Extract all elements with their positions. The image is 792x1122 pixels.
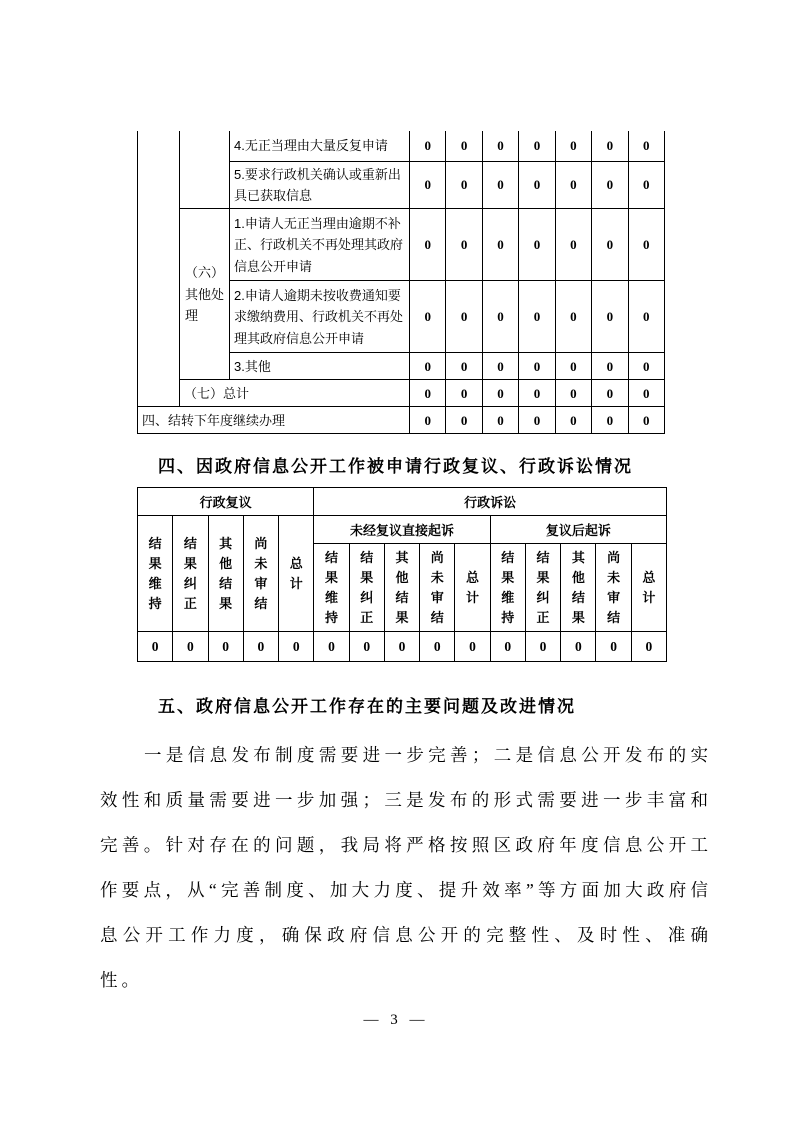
count-cell: 0 xyxy=(519,281,555,353)
count-cell: 0 xyxy=(592,209,628,281)
review-col-result-upheld: 结果维持 xyxy=(138,516,173,632)
after-col-result-corrected: 结果纠正 xyxy=(525,544,560,632)
count-cell: 0 xyxy=(482,380,518,407)
row-label: 4.无正当理由大量反复申请 xyxy=(230,131,410,161)
review-litigation-table xyxy=(137,487,667,662)
row-label: 3.其他 xyxy=(230,353,410,380)
count-cell: 0 xyxy=(446,131,482,161)
review-group-header: 行政复议 xyxy=(138,488,314,516)
table-header-row xyxy=(138,488,667,516)
table-row xyxy=(138,131,665,161)
count-cell: 0 xyxy=(592,131,628,161)
count-cell: 0 xyxy=(592,281,628,353)
row-label: 2.申请人逾期未按收费通知要求缴纳费用、行政机关不再处理其政府信息公开申请 xyxy=(230,281,410,353)
row-label-total: （七）总计 xyxy=(180,380,410,407)
count-cell: 0 xyxy=(519,209,555,281)
count-cell: 0 xyxy=(555,407,591,434)
count-cell: 0 xyxy=(628,161,664,209)
direct-col-pending: 尚未审结 xyxy=(420,544,455,632)
empty-group-cell xyxy=(180,131,230,209)
table-values-row xyxy=(138,632,667,662)
after-col-total: 总计 xyxy=(631,544,666,632)
count-cell: 0 xyxy=(410,161,446,209)
count-cell: 0 xyxy=(628,407,664,434)
count-cell: 0 xyxy=(243,632,278,662)
count-cell: 0 xyxy=(446,161,482,209)
row-label-carryover: 四、结转下年度继续办理 xyxy=(138,407,410,434)
count-cell: 0 xyxy=(446,353,482,380)
count-cell: 0 xyxy=(420,632,455,662)
count-cell: 0 xyxy=(555,353,591,380)
count-cell: 0 xyxy=(446,407,482,434)
count-cell: 0 xyxy=(628,209,664,281)
row-label: 5.要求行政机关确认或重新出具已获取信息 xyxy=(230,161,410,209)
count-cell: 0 xyxy=(555,380,591,407)
count-cell: 0 xyxy=(555,281,591,353)
count-cell: 0 xyxy=(410,131,446,161)
group-label-other-handling: （六）其他处理 xyxy=(180,209,230,380)
count-cell: 0 xyxy=(410,407,446,434)
count-cell: 0 xyxy=(446,209,482,281)
after-review-suit-group-header: 复议后起诉 xyxy=(490,516,666,544)
litigation-group-header: 行政诉讼 xyxy=(314,488,667,516)
count-cell: 0 xyxy=(519,380,555,407)
direct-col-result-upheld: 结果维持 xyxy=(314,544,349,632)
count-cell: 0 xyxy=(628,281,664,353)
review-col-other-result: 其他结果 xyxy=(208,516,243,632)
review-col-result-corrected: 结果纠正 xyxy=(173,516,208,632)
section-5-heading: 五、政府信息公开工作存在的主要问题及改进情况 xyxy=(158,697,576,716)
count-cell: 0 xyxy=(596,632,631,662)
review-col-total: 总计 xyxy=(279,516,314,632)
after-col-result-upheld: 结果维持 xyxy=(490,544,525,632)
direct-col-result-corrected: 结果纠正 xyxy=(349,544,384,632)
direct-suit-group-header: 未经复议直接起诉 xyxy=(314,516,490,544)
count-cell: 0 xyxy=(628,131,664,161)
table-row xyxy=(138,209,665,281)
after-col-pending: 尚未审结 xyxy=(596,544,631,632)
count-cell: 0 xyxy=(561,632,596,662)
page-number: — 3 — xyxy=(363,1012,429,1028)
row-label: 1.申请人无正当理由逾期不补正、行政机关不再处理其政府信息公开申请 xyxy=(230,209,410,281)
count-cell: 0 xyxy=(410,281,446,353)
after-col-other-result: 其他结果 xyxy=(561,544,596,632)
count-cell: 0 xyxy=(482,407,518,434)
count-cell: 0 xyxy=(138,632,173,662)
count-cell: 0 xyxy=(482,209,518,281)
count-cell: 0 xyxy=(490,632,525,662)
count-cell: 0 xyxy=(592,353,628,380)
count-cell: 0 xyxy=(592,161,628,209)
count-cell: 0 xyxy=(455,632,490,662)
direct-col-total: 总计 xyxy=(455,544,490,632)
count-cell: 0 xyxy=(314,632,349,662)
application-processing-table xyxy=(137,131,665,434)
section-4-heading: 四、因政府信息公开工作被申请行政复议、行政诉讼情况 xyxy=(158,457,633,476)
problems-improvement-paragraph: 一是信息发布制度需要进一步完善；二是信息公开发布的实效性和质量需要进一步加强；三是发布的形式需要进一步丰富和完善。针对存在的问题，我局将严格按照区政府年度信息公开工作要点，从“完善制度、加大力度、提升效率”等方面加大政府信息公开工作力度，确保政府信息公开的完整性、及时性、准确性。 xyxy=(100,745,712,990)
count-cell: 0 xyxy=(519,407,555,434)
count-cell: 0 xyxy=(482,161,518,209)
count-cell: 0 xyxy=(208,632,243,662)
count-cell: 0 xyxy=(349,632,384,662)
count-cell: 0 xyxy=(631,632,666,662)
count-cell: 0 xyxy=(555,131,591,161)
table-row-total xyxy=(138,380,665,407)
count-cell: 0 xyxy=(519,353,555,380)
count-cell: 0 xyxy=(446,380,482,407)
count-cell: 0 xyxy=(519,131,555,161)
count-cell: 0 xyxy=(525,632,560,662)
count-cell: 0 xyxy=(279,632,314,662)
table-row-carryover xyxy=(138,407,665,434)
review-col-pending: 尚未审结 xyxy=(243,516,278,632)
count-cell: 0 xyxy=(519,161,555,209)
count-cell: 0 xyxy=(173,632,208,662)
direct-col-other-result: 其他结果 xyxy=(384,544,419,632)
count-cell: 0 xyxy=(482,281,518,353)
count-cell: 0 xyxy=(628,380,664,407)
count-cell: 0 xyxy=(482,131,518,161)
count-cell: 0 xyxy=(410,380,446,407)
count-cell: 0 xyxy=(555,161,591,209)
count-cell: 0 xyxy=(384,632,419,662)
count-cell: 0 xyxy=(592,380,628,407)
count-cell: 0 xyxy=(410,353,446,380)
count-cell: 0 xyxy=(446,281,482,353)
table-subheader-row xyxy=(138,516,667,544)
count-cell: 0 xyxy=(555,209,591,281)
count-cell: 0 xyxy=(592,407,628,434)
count-cell: 0 xyxy=(410,209,446,281)
count-cell: 0 xyxy=(482,353,518,380)
empty-section-cell xyxy=(138,131,180,407)
count-cell: 0 xyxy=(628,353,664,380)
